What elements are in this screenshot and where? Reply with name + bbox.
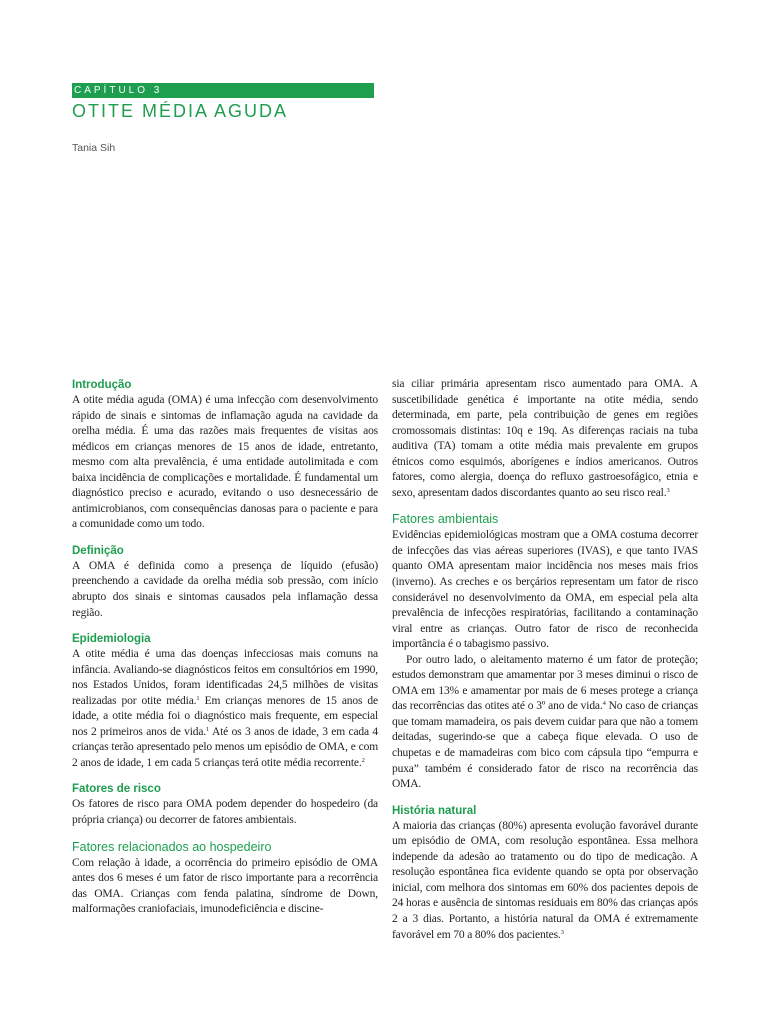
author-name: Tania Sih (72, 142, 116, 154)
heading-epidemiologia: Epidemiologia (72, 633, 151, 646)
paragraph-definicao: A OMA é definida como a presença de líquido (efusão) preenchendo a cavidade da orelha média sob pressão, com início abrupto dos sinais e sintomas causados pela inflamação dessa região. (72, 559, 378, 619)
left-column (72, 377, 378, 918)
paragraph-epidemiologia: A otite média é uma das doenças infecciosas mais comuns na infância. Avaliando-se diagnósticos feitos em consultórios em 1990, nos Estados Unidos, foram identificadas 24,5 milhões de visitas realizadas por otite média.$^1$ Em crianças menores de 15 anos de idade, a otite média foi o diagnóstico mais frequente, em especial nos 2 primeiros anos de vida.$^1$ Até os 3 anos de idade, 3 em cada 4 crianças terão apresentado pelo menos um episódio de OMA, e com 2 anos de idade, 1 em cada 5 crianças terá otite média recorrente.$^2$ (72, 648, 378, 769)
reference-marker: 3 (560, 928, 564, 936)
reference-marker: 1 (196, 694, 200, 702)
heading-fatores-risco: Fatores de risco (72, 783, 161, 796)
paragraph-hospedeiro-left: Com relação à idade, a ocorrência do primeiro episódio de OMA antes dos 6 meses é um fator de risco importante para a recorrência das OMA. Crianças com fenda palatina, síndrome de Down, malformações craniofaciais, imunodeficiência e discine- (72, 856, 378, 916)
heading-introducao: Introdução (72, 379, 132, 391)
heading-ambientais: Fatores ambientais (392, 512, 499, 527)
right-column (392, 377, 698, 943)
chapter-label: CAPÍTULO 3 (72, 83, 374, 98)
paragraph-ambientais-1: Evidências epidemiológicas mostram que a OMA costuma decorrer de infecções das vias aéreas superiores (IVAS), e que tanto IVAS quanto OMA apresentam maior incidência nos meses mais frios (inverno). As creches e os berçários representam um fator de risco considerável no desenvolvimento da OMA, em especial pela alta prevalência de infecções respiratórias, facilitando a contaminação viral entre as crianças. Outro fator de risco de reconhecida importância é o tabagismo passivo. (392, 529, 698, 651)
reference-marker: 3 (666, 486, 670, 494)
heading-hospedeiro: Fatores relacionados ao hospedeiro (72, 839, 272, 854)
reference-marker: 4 (602, 700, 606, 708)
heading-historia-natural: História natural (392, 804, 477, 817)
paragraph-ambientais-2: Por outro lado, o aleitamento materno é um fator de proteção; estudos demonstram que amamentar por 3 meses diminui o risco de OMA em 13% e amamentar por mais de 6 meses protege a criança das recorrências das otites até o 3º ano de vida.$^4$ No caso de crianças que tomam mamadeira, os pais devem cuidar para que não a tomem deitadas, sugerindo-se que a cabeça fique elevada. O uso de chupetas e de mamadeiras com bico com cápsula tipo “empurra e puxa” também é considerado fator de risco na recorrência das OMA. (392, 653, 698, 791)
paragraph-historia-natural: A maioria das crianças (80%) apresenta evolução favorável durante um episódio de OMA, com resolução espontânea. Essa melhora independe da adesão ao tratamento ou do tipo de medicação. A resolução espontânea fica evidente quando se opta por observação inicial, com melhora dos sintomas em 60% dos pacientes depois de 24 horas e ausência de sintomas residuais em 80% das crianças após 2 a 3 dias. Portanto, a história natural da OMA é extremamente favorável em 70 a 80% dos pacientes.$^3$ (392, 819, 698, 941)
paragraph-fatores-risco: Os fatores de risco para OMA podem depender do hospedeiro (da própria criança) ou decorrer de fatores ambientais. (72, 798, 378, 827)
paragraph-hospedeiro-right: sia ciliar primária apresentam risco aumentado para OMA. A suscetibilidade genética é importante na otite média, sendo determinada, em parte, pela contribuição de genes em regiões cromossomais distintas: 10q e 19q. As diferenças raciais na tuba auditiva (TA) tomam a otite média mais prevalente em grupos étnicos como esquimós, aborígenes e índios americanos. Outros fatores, como alergia, doença do refluxo gastroesofágico, etnia e sexo, apresentam dados discordantes quanto ao seu risco real.$^3$ (392, 378, 698, 499)
chapter-title: OTITE MÉDIA AGUDA (72, 101, 289, 121)
reference-marker: 1 (206, 725, 210, 733)
reference-marker: 2 (361, 756, 365, 764)
heading-definicao: Definição (72, 544, 124, 557)
paragraph-introducao: A otite média aguda (OMA) é uma infecção com desenvolvimento rápido de sinais e sintomas de inflamação aguda na cavidade da orelha média. É uma das razões mais frequentes de visitas aos médicos em crianças menores de 15 anos de idade, entretanto, mesmo com alta prevalência, é uma entidade autolimitada e com baixa incidência de complicações e mortalidade. É fundamental um diagnóstico preciso e acurado, evitando o uso desnecessário de antimicrobianos, com consequências danosas para o paciente e para a comunidade como um todo. (72, 394, 378, 531)
